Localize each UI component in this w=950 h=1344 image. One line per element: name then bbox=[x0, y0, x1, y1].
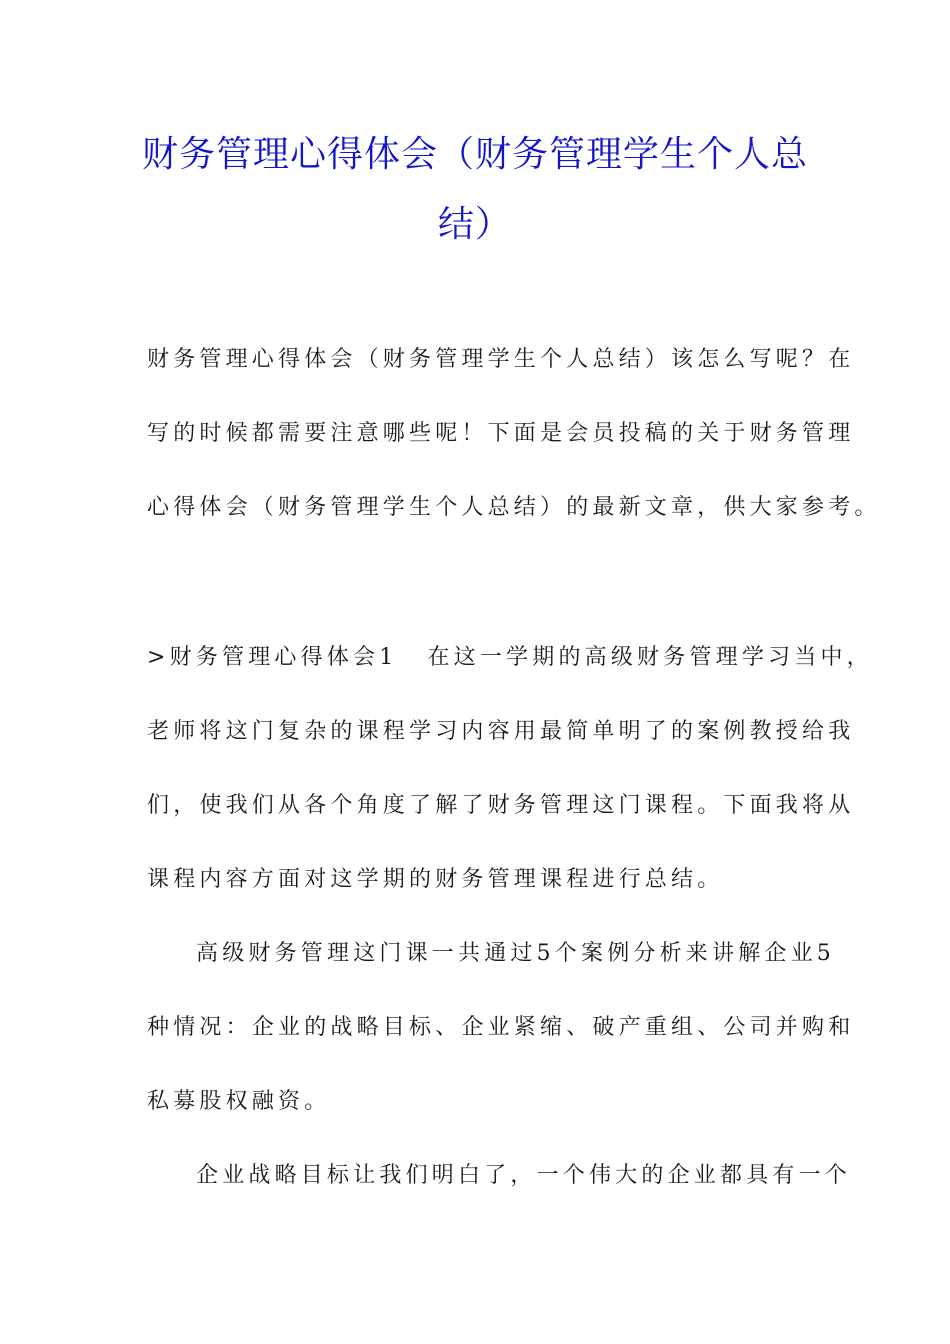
intro-line-1: 财务管理心得体会（财务管理学生个人总结）该怎么写呢？在 bbox=[147, 347, 855, 372]
document-title-line-2: 结） bbox=[437, 204, 512, 245]
section1-line-4: 课程内容方面对这学期的财务管理课程进行总结。 bbox=[147, 867, 724, 892]
document-title-line-1: 财务管理心得体会（财务管理学生个人总 bbox=[141, 134, 808, 175]
section1-first-line bbox=[147, 646, 873, 670]
section1-line-3: 们，使我们从各个角度了解了财务管理这门课程。下面我将从 bbox=[147, 793, 855, 818]
section1-heading: >财务管理心得体会1 bbox=[147, 645, 398, 670]
para2-line-1: 高级财务管理这门课一共通过5个案例分析来讲解企业5 bbox=[196, 941, 835, 966]
section1-first-line-text: 在这一学期的高级财务管理学习当中， bbox=[427, 645, 873, 670]
para3-line-1: 企业战略目标让我们明白了，一个伟大的企业都具有一个 bbox=[196, 1163, 852, 1188]
section1-line-2: 老师将这门复杂的课程学习内容用最简单明了的案例教授给我 bbox=[147, 719, 855, 744]
para2-line-3: 私募股权融资。 bbox=[147, 1089, 331, 1114]
para2-line-2: 种情况：企业的战略目标、企业紧缩、破产重组、公司并购和 bbox=[147, 1015, 855, 1040]
intro-line-2: 写的时候都需要注意哪些呢！下面是会员投稿的关于财务管理 bbox=[147, 421, 855, 446]
intro-line-3: 心得体会（财务管理学生个人总结）的最新文章，供大家参考。 bbox=[147, 495, 881, 520]
